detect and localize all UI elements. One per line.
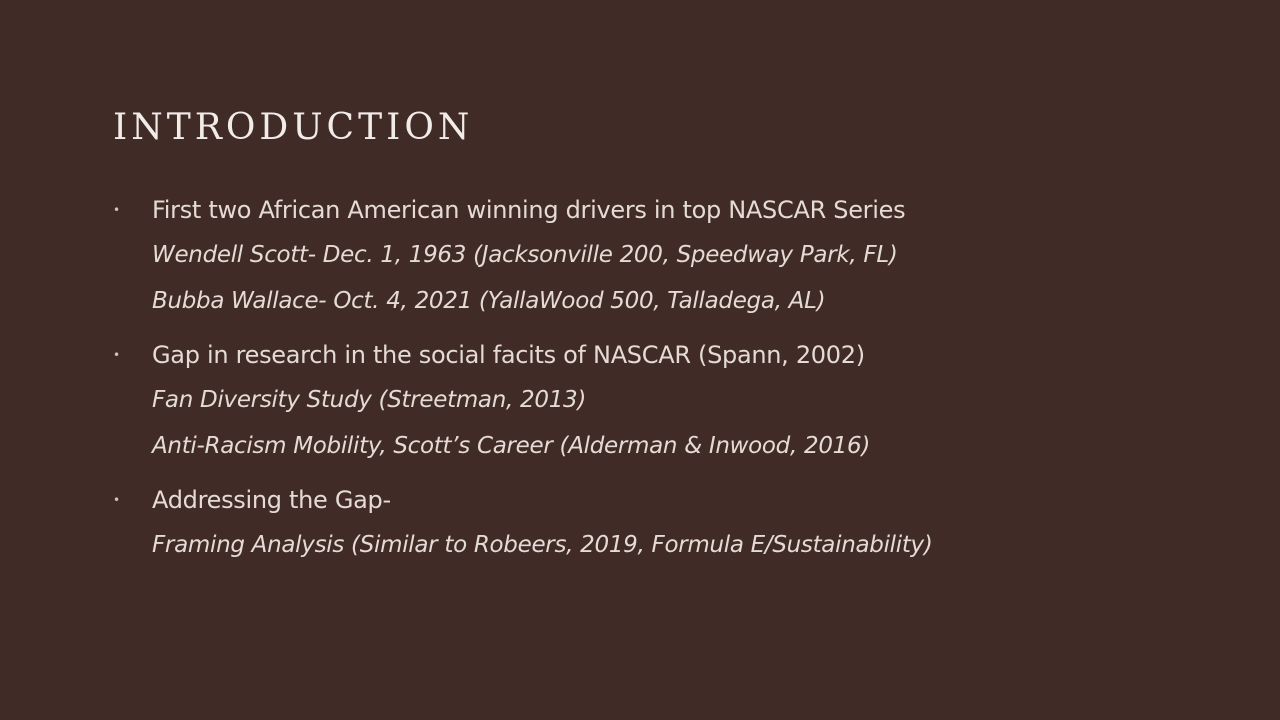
bullet-dot-icon: • (113, 203, 121, 217)
bullet-dot-icon: • (113, 493, 121, 507)
bullet-dot-icon: • (113, 348, 121, 362)
sub-line: Framing Analysis (Similar to Robeers, 2019, Formula E/Sustainability) (152, 532, 933, 558)
sub-line: Anti-Racism Mobility, Scott’s Career (Alderman & Inwood, 2016) (152, 433, 870, 459)
sub-line: Fan Diversity Study (Streetman, 2013) (152, 387, 587, 413)
bullet-item (113, 478, 1213, 568)
sub-line: Bubba Wallace- Oct. 4, 2021 (YallaWood 500, Talladega, AL) (152, 288, 826, 314)
sub-line: Wendell Scott- Dec. 1, 1963 (Jacksonville 200, Speedway Park, FL) (152, 242, 898, 268)
bullet-text: Addressing the Gap- (152, 486, 391, 514)
bullet-item (113, 333, 1213, 469)
bullet-list (113, 188, 1213, 577)
bullet-text: First two African American winning drivers in top NASCAR Series (152, 196, 906, 224)
slide-title: INTRODUCTION (113, 107, 474, 148)
bullet-item (113, 188, 1213, 324)
bullet-text: Gap in research in the social facits of NASCAR (Spann, 2002) (152, 341, 865, 369)
